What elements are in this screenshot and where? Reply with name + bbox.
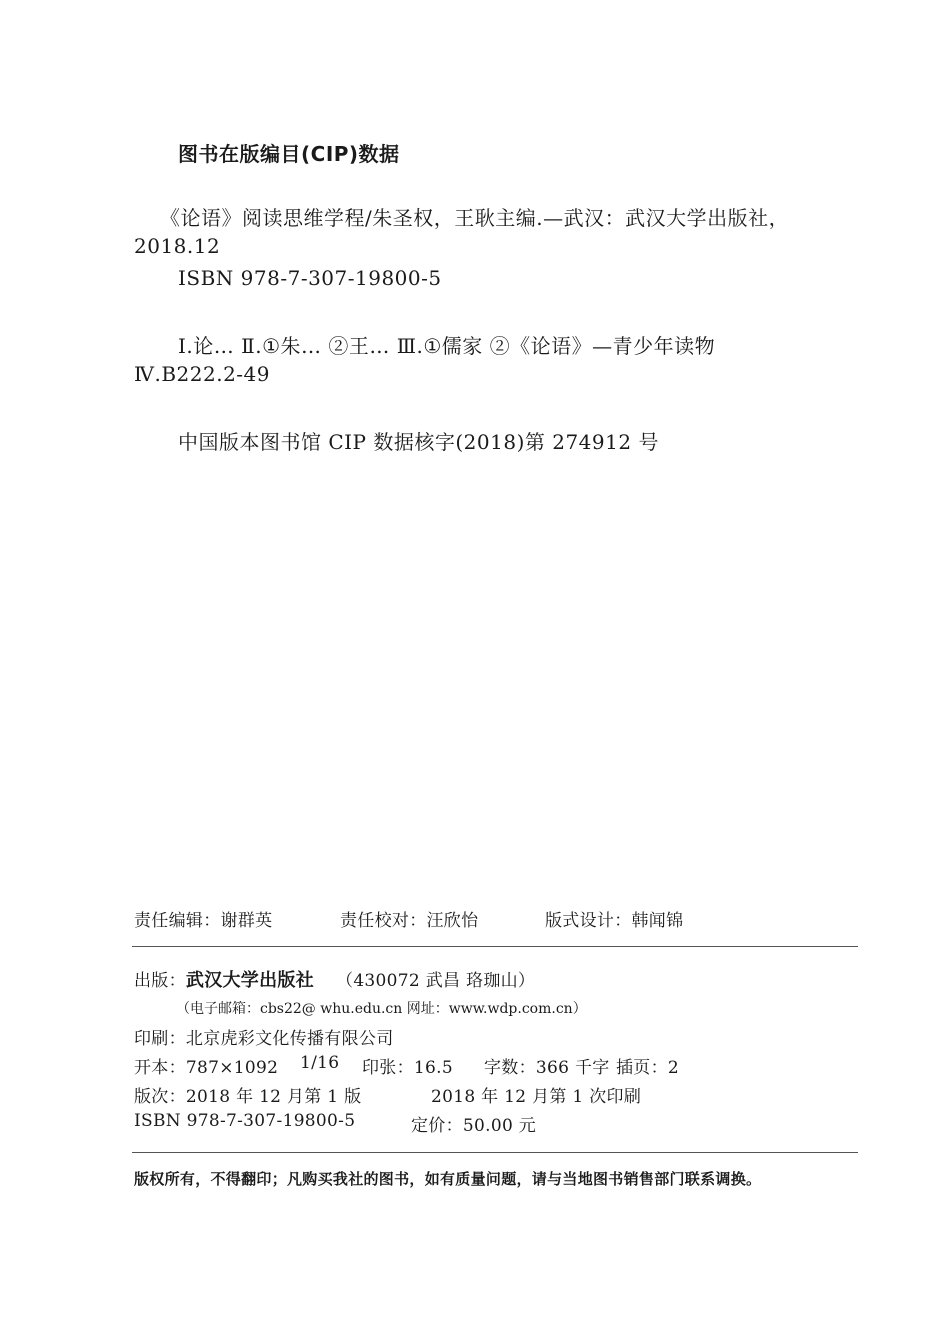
cip-classification-line: Ⅳ.B222.2-49 (134, 362, 270, 386)
cip-heading: 图书在版编目(CIP)数据 (178, 142, 400, 166)
copyright-notice: 版权所有，不得翻印；凡购买我社的图书，如有质量问题，请与当地图书销售部门联系调换。 (134, 1170, 762, 1188)
price: 定价：50.00 元 (411, 1116, 537, 1136)
isbn: ISBN 978-7-307-19800-5 (134, 1111, 356, 1131)
publisher-contact: （电子邮箱：cbs22@ whu.edu.cn 网址：www.wdp.com.cn） (176, 1001, 587, 1017)
spec-sheets: 印张：16.5 (362, 1058, 453, 1078)
publisher-row (134, 966, 535, 992)
edition-info: 版次：2018 年 12 月第 1 版 (134, 1087, 362, 1107)
printer-info: 印刷：北京虎彩文化传播有限公司 (134, 1029, 394, 1049)
cip-isbn-line: ISBN 978-7-307-19800-5 (178, 266, 442, 290)
cip-title-line: 《论语》阅读思维学程/朱圣权，王耿主编.—武汉：武汉大学出版社， (160, 206, 790, 230)
divider-top (132, 946, 858, 947)
spec-size: 1/16 (300, 1053, 340, 1073)
spec-inserts: 插页：2 (616, 1058, 680, 1078)
credit-editor: 责任编辑：谢群英 (134, 911, 273, 931)
cip-record-number-line: 中国版本图书馆 CIP 数据核字(2018)第 274912 号 (178, 430, 659, 454)
publisher-name: 武汉大学出版社 (185, 970, 315, 991)
cip-subject-line: Ⅰ.论… Ⅱ.①朱… ②王… Ⅲ.①儒家 ②《论语》—青少年读物 (178, 334, 716, 358)
spec-word-count: 字数：366 千字 (484, 1058, 610, 1078)
credit-designer: 版式设计：韩闻锦 (545, 911, 684, 931)
publisher-address: （430072 武昌 珞珈山） (336, 971, 536, 991)
cip-date-line: 2018.12 (134, 234, 221, 258)
publisher-label: 出版： (134, 971, 186, 991)
spec-format: 开本：787×1092 (134, 1058, 279, 1078)
divider-bottom (132, 1152, 858, 1153)
credit-proofreader: 责任校对：汪欣怡 (340, 911, 479, 931)
impression-info: 2018 年 12 月第 1 次印刷 (431, 1087, 642, 1107)
